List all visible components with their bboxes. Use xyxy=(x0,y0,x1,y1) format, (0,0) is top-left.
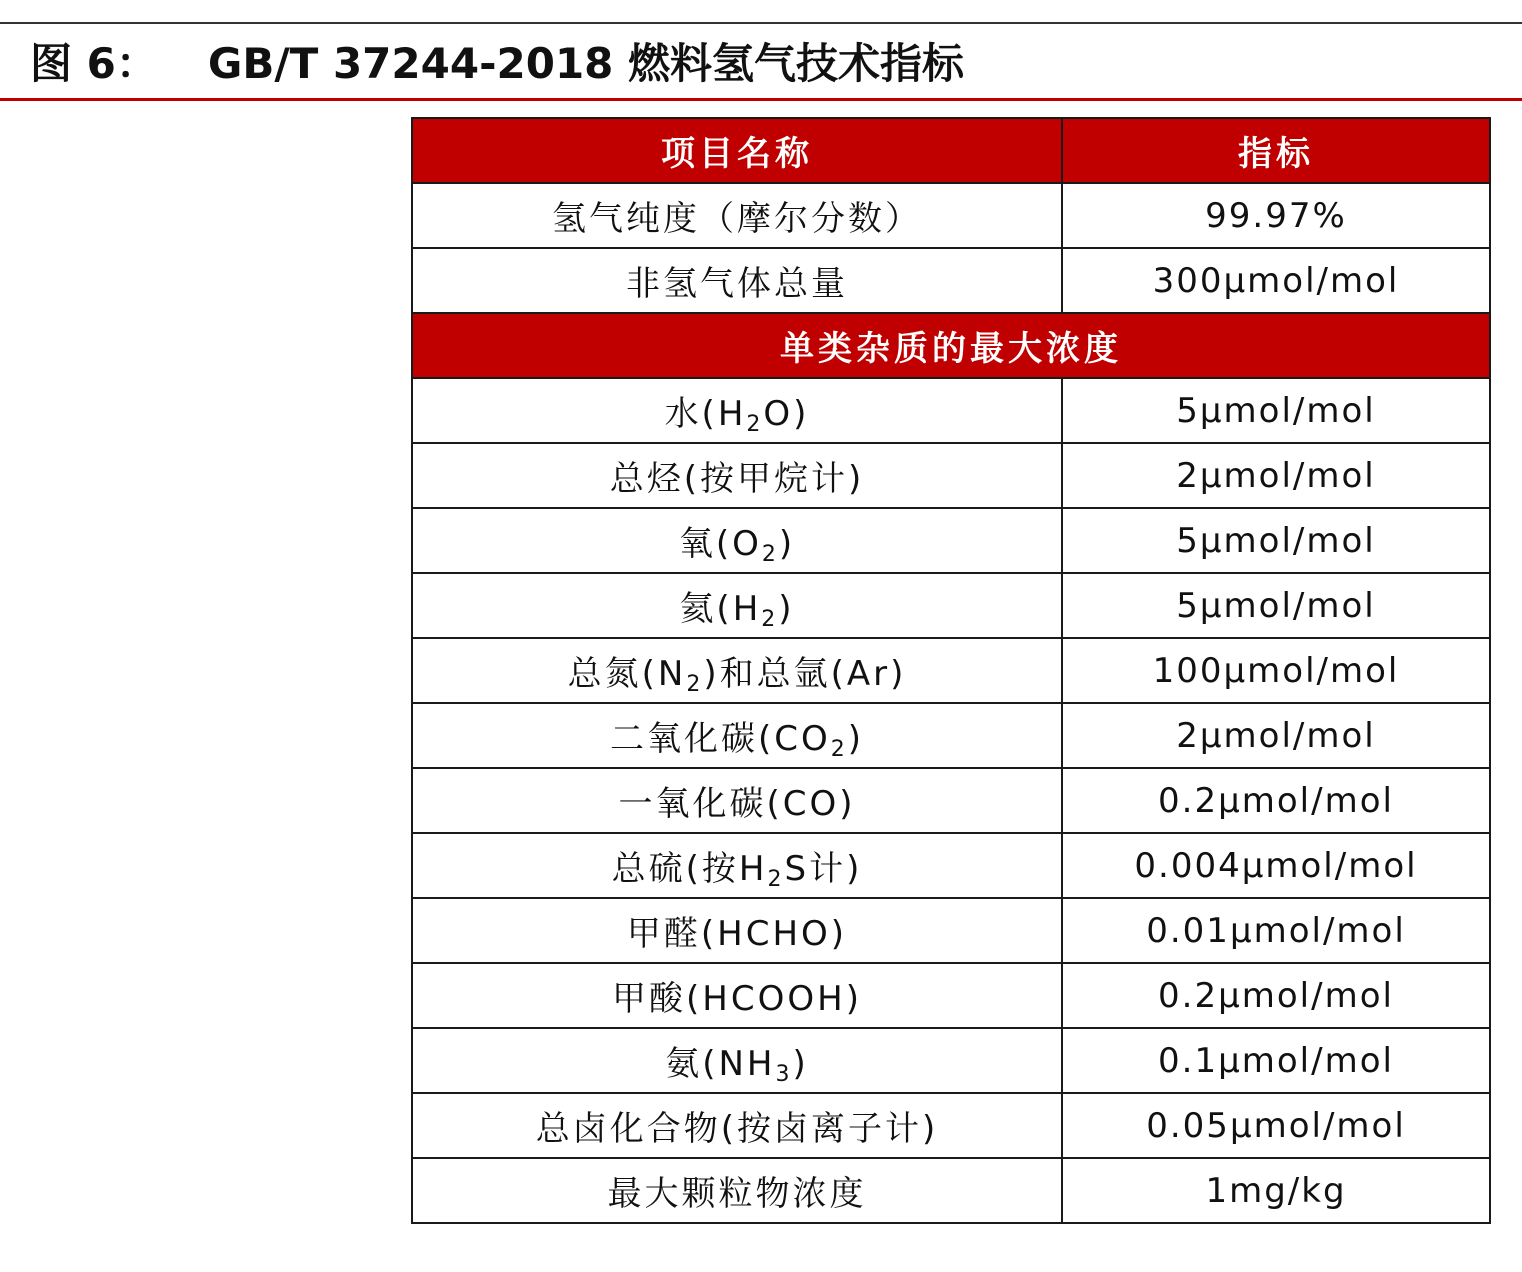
header-item-name: 项目名称 xyxy=(412,118,1062,183)
impurity-name-text: 总卤化合物(按卤离子计) xyxy=(535,1109,939,1149)
impurity-name xyxy=(412,703,1062,768)
impurity-name-text: 总氮(N xyxy=(567,654,687,694)
item-name: 氢气纯度（摩尔分数） xyxy=(412,183,1062,248)
impurity-value: 0.004μmol/mol xyxy=(1062,833,1490,898)
impurity-name-text: 一氧化碳(CO) xyxy=(618,784,856,824)
table-row xyxy=(412,378,1490,443)
table-header-row xyxy=(412,118,1490,183)
impurity-name xyxy=(412,443,1062,508)
table-row xyxy=(412,703,1490,768)
impurity-name xyxy=(412,1028,1062,1093)
figure-title xyxy=(30,30,964,98)
table-body xyxy=(412,183,1490,1223)
impurity-name-suffix: S计) xyxy=(784,849,863,889)
impurity-value: 5μmol/mol xyxy=(1062,508,1490,573)
subscript: 2 xyxy=(761,542,779,567)
impurity-name-text: 氧(O xyxy=(678,524,762,564)
impurity-name-text: 氦(H xyxy=(679,589,762,629)
hydrogen-spec-table xyxy=(411,117,1491,1224)
impurity-value: 0.01μmol/mol xyxy=(1062,898,1490,963)
impurity-name-text: 二氧化碳(CO xyxy=(609,719,831,759)
impurity-name-text: 水(H xyxy=(664,394,747,434)
table-row xyxy=(412,443,1490,508)
impurity-name-suffix: O) xyxy=(763,394,810,434)
figure-title-text: GB/T 37244-2018 燃料氢气技术指标 xyxy=(207,39,965,88)
impurity-name xyxy=(412,898,1062,963)
subscript: 2 xyxy=(767,867,785,892)
impurity-name xyxy=(412,963,1062,1028)
impurity-value: 100μmol/mol xyxy=(1062,638,1490,703)
impurity-name-suffix: ) xyxy=(778,589,795,629)
figure-label: 图 6： xyxy=(30,39,158,88)
table-row xyxy=(412,1028,1490,1093)
table-row xyxy=(412,898,1490,963)
impurity-value: 0.1μmol/mol xyxy=(1062,1028,1490,1093)
subscript: 2 xyxy=(830,737,848,762)
table-row xyxy=(412,963,1490,1028)
impurity-name-suffix: ) xyxy=(778,524,796,564)
impurity-name-text: 最大颗粒物浓度 xyxy=(607,1174,867,1214)
table-row xyxy=(412,573,1490,638)
impurity-name xyxy=(412,573,1062,638)
table-row xyxy=(412,1093,1490,1158)
impurity-value: 0.05μmol/mol xyxy=(1062,1093,1490,1158)
impurity-value: 5μmol/mol xyxy=(1062,573,1490,638)
table-row xyxy=(412,183,1490,248)
impurity-value: 2μmol/mol xyxy=(1062,703,1490,768)
impurity-name-text: 总烃(按甲烷计) xyxy=(609,459,865,499)
table-row xyxy=(412,768,1490,833)
impurity-name xyxy=(412,638,1062,703)
impurity-name xyxy=(412,1093,1062,1158)
impurity-name xyxy=(412,378,1062,443)
impurity-name xyxy=(412,1158,1062,1223)
impurity-name-text: 甲醛(HCHO) xyxy=(626,914,848,954)
table-row xyxy=(412,638,1490,703)
impurity-value: 0.2μmol/mol xyxy=(1062,768,1490,833)
impurity-name xyxy=(412,768,1062,833)
impurity-name-text: 总硫(按H xyxy=(611,849,768,889)
impurity-name xyxy=(412,833,1062,898)
header-indicator: 指标 xyxy=(1062,118,1490,183)
impurity-value: 5μmol/mol xyxy=(1062,378,1490,443)
impurity-name-suffix: ) xyxy=(792,1044,809,1084)
impurity-value: 2μmol/mol xyxy=(1062,443,1490,508)
table-row xyxy=(412,508,1490,573)
section-header: 单类杂质的最大浓度 xyxy=(412,313,1490,378)
top-rule xyxy=(0,22,1522,24)
impurity-name-text: 氨(NH xyxy=(665,1044,776,1084)
subscript: 2 xyxy=(746,412,764,437)
impurity-name-text: 甲酸(HCOOH) xyxy=(612,979,862,1019)
subscript: 2 xyxy=(686,672,704,697)
impurity-name-suffix: )和总氩(Ar) xyxy=(703,654,907,694)
item-name: 非氢气体总量 xyxy=(412,248,1062,313)
subscript: 2 xyxy=(761,607,779,632)
table-row xyxy=(412,1158,1490,1223)
title-underline xyxy=(0,98,1522,101)
impurity-name xyxy=(412,508,1062,573)
table-row xyxy=(412,248,1490,313)
subscript: 3 xyxy=(775,1062,793,1087)
item-value: 99.97% xyxy=(1062,183,1490,248)
impurity-value: 0.2μmol/mol xyxy=(1062,963,1490,1028)
item-value: 300μmol/mol xyxy=(1062,248,1490,313)
table-row xyxy=(412,833,1490,898)
impurity-name-suffix: ) xyxy=(847,719,865,759)
section-header-row xyxy=(412,313,1490,378)
impurity-value: 1mg/kg xyxy=(1062,1158,1490,1223)
